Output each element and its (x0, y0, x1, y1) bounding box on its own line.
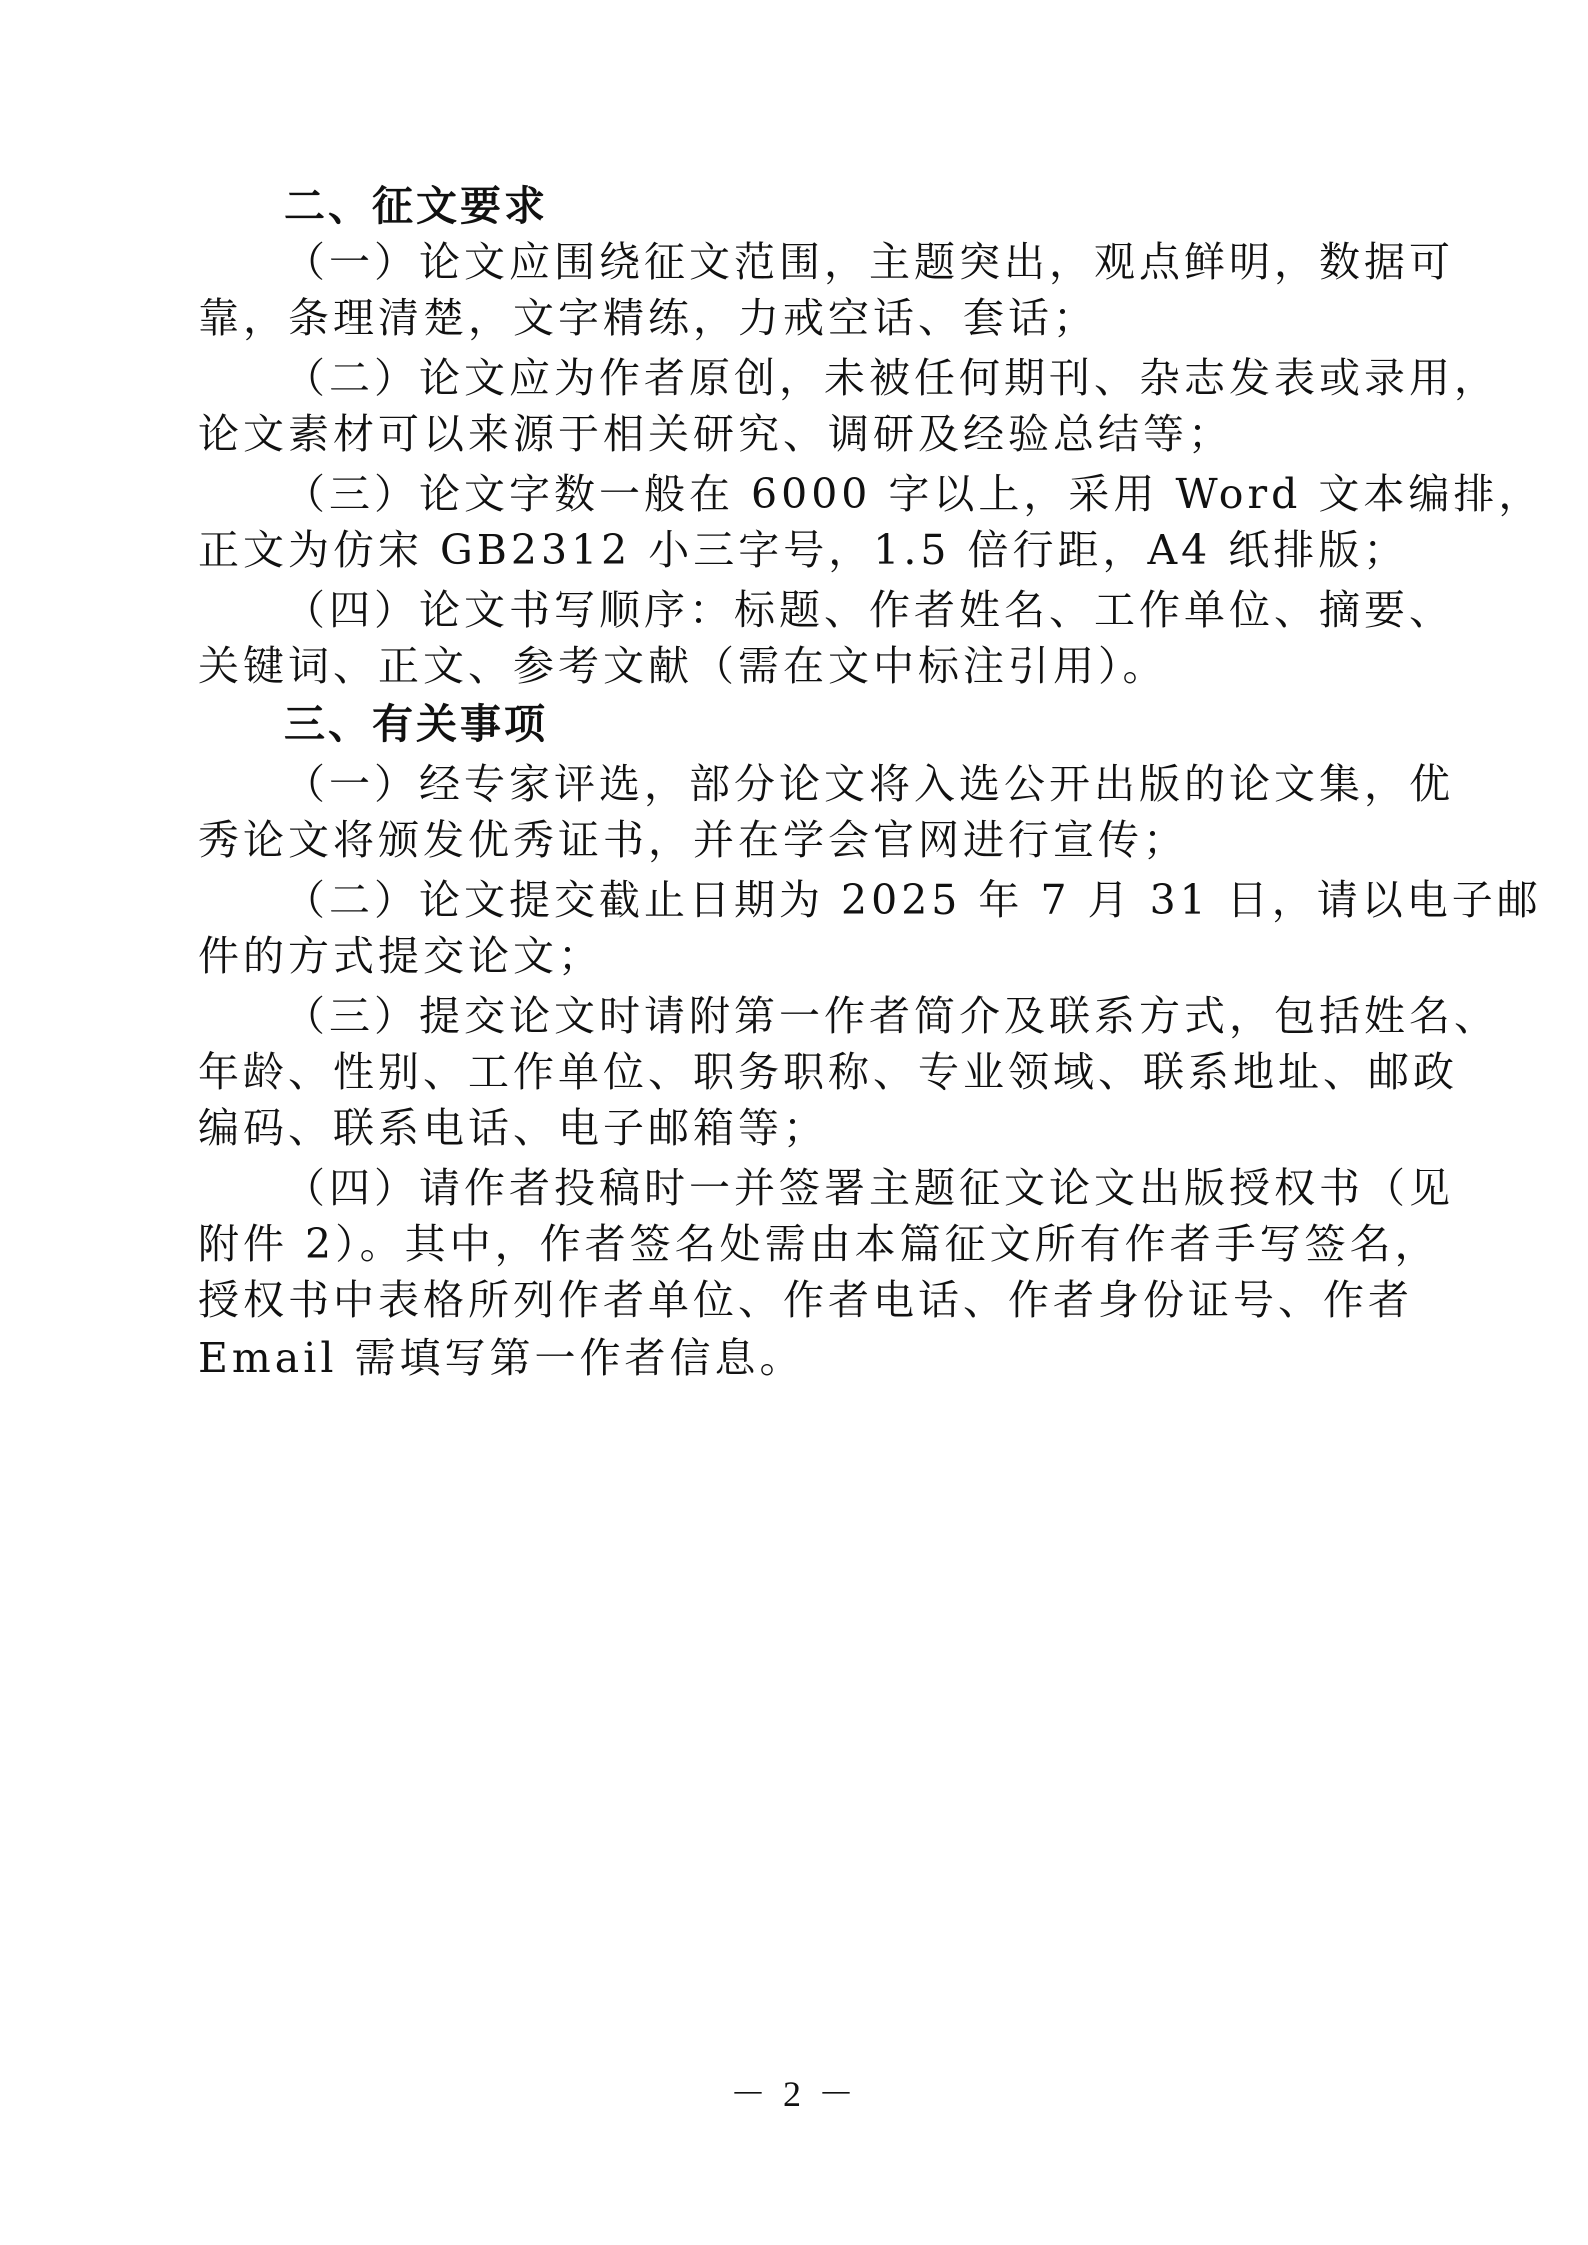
paragraph-line: 论文素材可以来源于相关研究、调研及经验总结等； (198, 410, 1233, 458)
paragraph-line: Email 需填写第一作者信息。 (198, 1334, 805, 1382)
paragraph-line: （一）经专家评选，部分论文将入选公开出版的论文集，优 (284, 760, 1454, 808)
paragraph-line: 附件 2）。其中，作者签名处需由本篇征文所有作者手写签名， (198, 1220, 1440, 1268)
paragraph-line: （三）论文字数一般在 6000 字以上，采用 Word 文本编排， (284, 470, 1544, 518)
paragraph-line: （三）提交论文时请附第一作者简介及联系方式，包括姓名、 (284, 992, 1499, 1040)
paragraph-line: 正文为仿宋 GB2312 小三字号，1.5 倍行距，A4 纸排版； (198, 526, 1409, 574)
paragraph-line: （四）论文书写顺序：标题、作者姓名、工作单位、摘要、 (284, 586, 1454, 634)
paragraph-line: （二）论文提交截止日期为 2025 年 7 月 31 日，请以电子邮 (284, 876, 1542, 924)
paragraph-line: （四）请作者投稿时一并签署主题征文论文出版授权书（见 (284, 1164, 1454, 1212)
paragraph-line: 靠，条理清楚，文字精练，力戒空话、套话； (198, 294, 1098, 342)
paragraph-line: （二）论文应为作者原创，未被任何期刊、杂志发表或录用， (284, 354, 1499, 402)
paragraph-line: （一）论文应围绕征文范围，主题突出，观点鲜明，数据可 (284, 238, 1454, 286)
page-number: － 2 － (729, 2074, 858, 2114)
paragraph-line: 年龄、性别、工作单位、职务职称、专业领域、联系地址、邮政 (198, 1048, 1458, 1096)
paragraph-line: 编码、联系电话、电子邮箱等； (198, 1104, 828, 1152)
paragraph-line: 件的方式提交论文； (198, 932, 603, 980)
section-heading-requirements: 二、征文要求 (284, 182, 548, 230)
section-heading-matters: 三、有关事项 (284, 700, 548, 748)
paragraph-line: 授权书中表格所列作者单位、作者电话、作者身份证号、作者 (198, 1276, 1413, 1324)
paragraph-line: 秀论文将颁发优秀证书，并在学会官网进行宣传； (198, 816, 1188, 864)
paragraph-line: 关键词、正文、参考文献（需在文中标注引用）。 (198, 642, 1168, 690)
